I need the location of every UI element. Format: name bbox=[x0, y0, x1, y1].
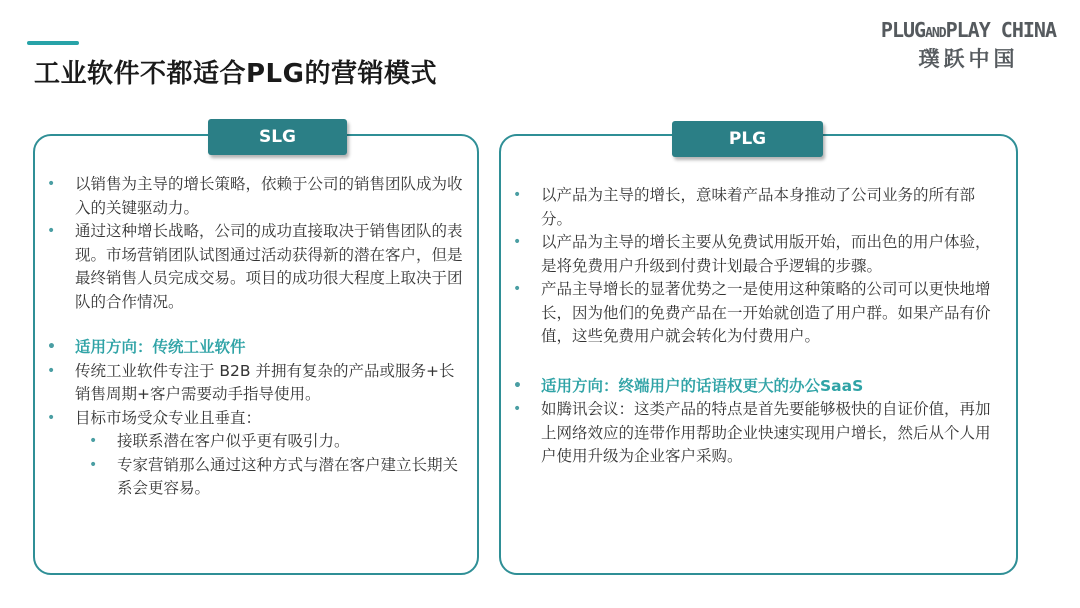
logo-wordmark bbox=[881, 18, 1056, 42]
logo-word-play-china: PLAY CHINA bbox=[945, 18, 1056, 42]
slg-applicable-direction: • 适用方向：传统工业软件 bbox=[43, 336, 463, 360]
slg-bullet-target-market: • 目标市场受众专业且垂直： bbox=[43, 407, 463, 431]
plg-bullet-example: • 如腾讯会议：这类产品的特点是首先要能够极快的自证价值，再加上网络效应的连带作用帮助企业快速实现用户增长，然后从个人用户使用升级为企业客户采购。 bbox=[509, 398, 1004, 469]
slg-sub-bullet-expert: • 专家营销那么通过这种方式与潜在客户建立长期关系会更容易。 bbox=[43, 454, 463, 501]
slg-bullet-definition: • 以销售为主导的增长策略，依赖于公司的销售团队成为收入的关键驱动力。 bbox=[43, 173, 463, 220]
page-title: 工业软件不都适合PLG的营销模式 bbox=[34, 59, 437, 89]
plg-bullet-definition: • 以产品为主导的增长，意味着产品本身推动了公司业务的所有部分。 bbox=[509, 184, 1004, 231]
company-logo bbox=[881, 18, 1056, 73]
logo-word-plug: PLUG bbox=[880, 18, 926, 42]
slg-bullet-traditional: • 传统工业软件专注于 B2B 并拥有复杂的产品或服务+长销售周期+客户需要动手指导使用。 bbox=[43, 360, 463, 407]
slg-sub-bullet-contact: • 接联系潜在客户似乎更有吸引力。 bbox=[43, 430, 463, 454]
title-accent-bar bbox=[27, 41, 79, 45]
plg-applicable-direction: • 适用方向：终端用户的话语权更大的办公SaaS bbox=[509, 375, 1004, 399]
logo-chinese-name: 璞跃中国 bbox=[918, 47, 1019, 71]
slg-tab-label: SLG bbox=[208, 119, 347, 155]
plg-bullet-advantage: • 产品主导增长的显著优势之一是使用这种策略的公司可以更快地增长，因为他们的免费产品在一开始就创造了用户群。如果产品有价值，这些免费用户就会转化为付费用户。 bbox=[509, 278, 1004, 349]
plg-bullet-free-trial: • 以产品为主导的增长主要从免费试用版开始，而出色的用户体验，是将免费用户升级到付费计划最合乎逻辑的步骤。 bbox=[509, 231, 1004, 278]
logo-word-and: AND bbox=[925, 26, 946, 41]
slg-bullet-strategy: • 通过这种增长战略，公司的成功直接取决于销售团队的表现。市场营销团队试图通过活动获得新的潜在客户，但是最终销售人员完成交易。项目的成功很大程度上取决于团队的合作情况。 bbox=[43, 220, 463, 314]
plg-content bbox=[509, 184, 1004, 469]
plg-tab-label: PLG bbox=[672, 121, 823, 157]
slg-content bbox=[43, 173, 463, 501]
